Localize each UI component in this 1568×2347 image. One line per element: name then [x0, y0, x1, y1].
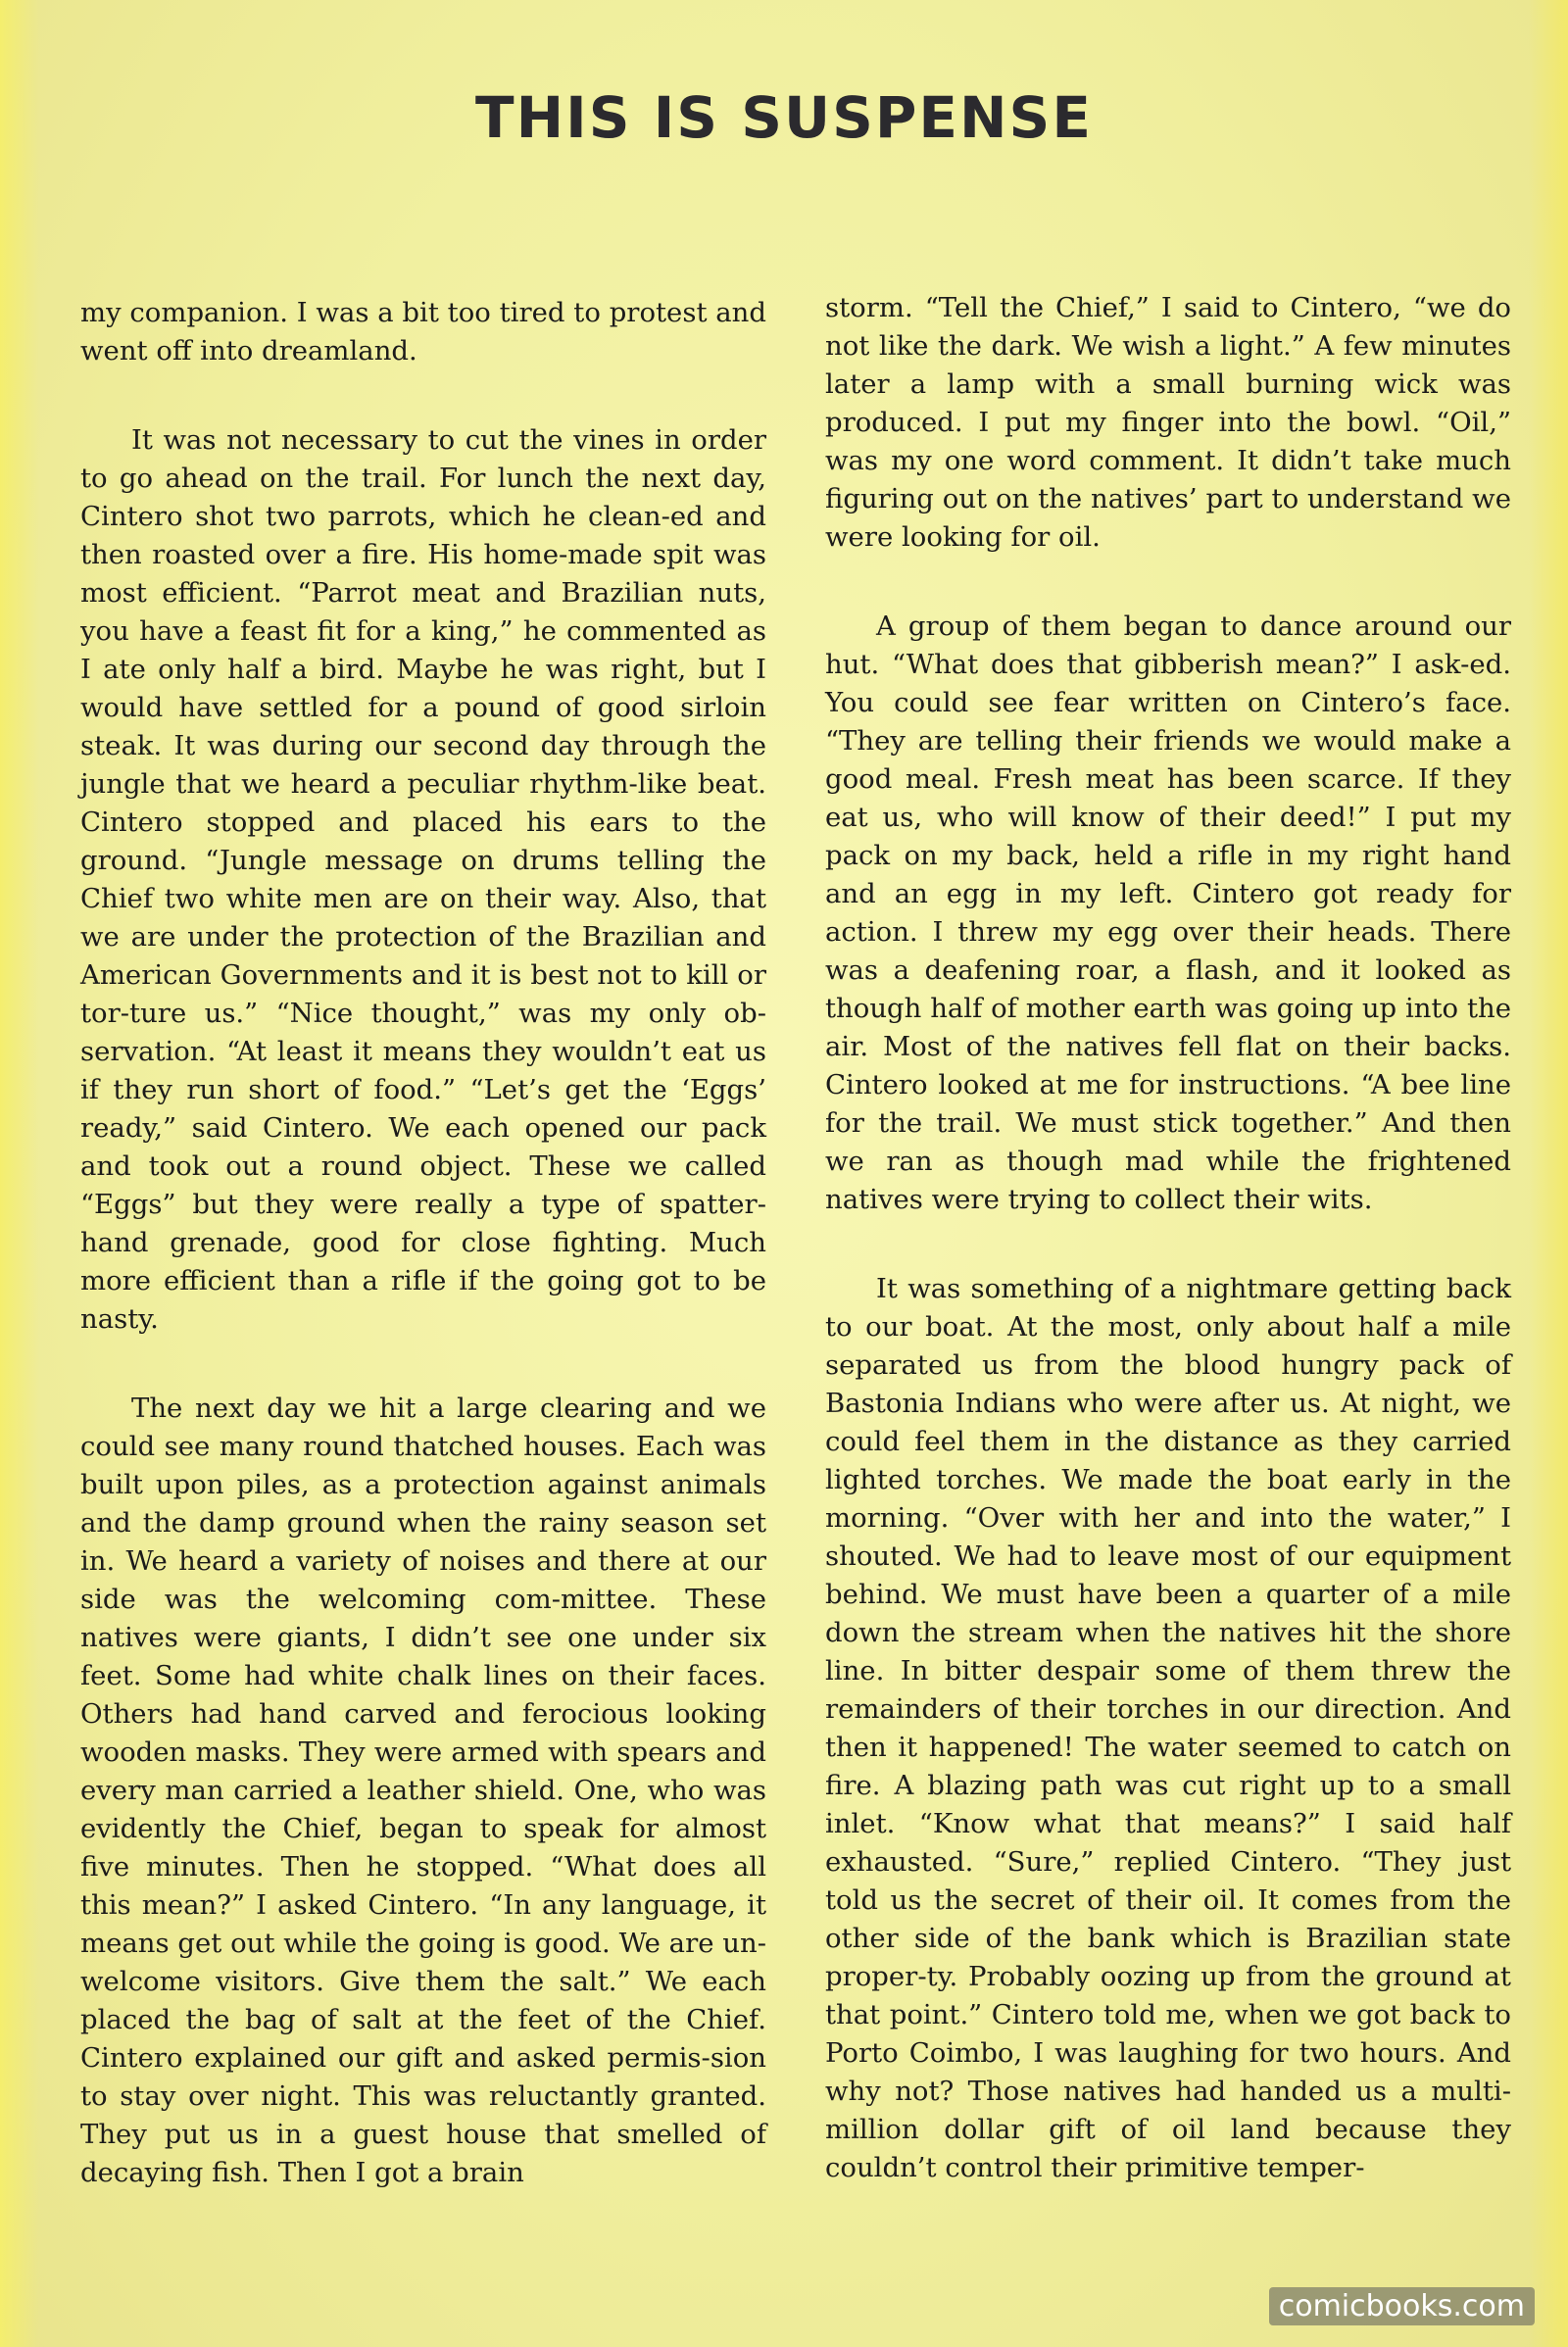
paper-edge-right: [1529, 0, 1568, 2347]
paragraph: It was something of a nightmare getting back to our boat. At the most, only about half a mile separated us from the blood hungry pack of Bastonia Indians who were after us. At night, we could feel them in the distance as they carried lighted torches. We made the boat early in the morning. “Over with her and into the water,” I shouted. We had to leave most of our equipment behind. We must have been a quarter of a mile down the stream when the natives hit the shore line. In bitter despair some of them threw the remainders of their torches in our direction. And then it happened! The water seemed to catch on fire. A blazing path was cut right up to a small inlet. “Know what that means?” I said half exhausted. “Sure,” replied Cintero. “They just told us the secret of their oil. It comes from the other side of the bank which is Brazilian state proper-ty. Probably oozing up from the ground at that point.” Cintero told me, when we got back to Porto Coimbo, I was laughing for two hours. And why not? Those natives had handed us a multi-million dollar gift of oil land because they couldn’t control their primitive temper-: [825, 1273, 1511, 2183]
text-column-right: [825, 289, 1511, 2187]
site-watermark: comicbooks.com: [1269, 2287, 1535, 2325]
paragraph: my companion. I was a bit too tired to protest and went off into dreamland.: [80, 297, 766, 367]
paragraph: storm. “Tell the Chief,” I said to Cintero, “we do not like the dark. We wish a light.” A few minutes later a lamp with a small burning wick was produced. I put my finger into the bowl. “Oil,” was my one word comment. It didn’t take much figuring out on the natives’ part to understand we were looking for oil.: [825, 292, 1511, 553]
paragraph: It was not necessary to cut the vines in order to go ahead on the trail. For lunch the next day, Cintero shot two parrots, which he clean-ed and then roasted over a fire. His home-made spit was most efficient. “Parrot meat and Brazilian nuts, you have a feast fit for a king,” he commented as I ate only half a bird. Maybe he was right, but I would have settled for a pound of good sirloin steak. It was during our second day through the jungle that we heard a peculiar rhythm-like beat. Cintero stopped and placed his ears to the ground. “Jungle message on drums telling the Chief two white men are on their way. Also, that we are under the protection of the Brazilian and American Governments and it is best not to kill or tor-ture us.” “Nice thought,” was my only ob-servation. “At least it means they wouldn’t eat us if they run short of food.” “Let’s get the ‘Eggs’ ready,” said Cintero. We each opened our pack and took out a round object. These we called “Eggs” but they were really a type of spatter-hand grenade, good for close fighting. Much more efficient than a rifle if the going got to be nasty.: [80, 424, 766, 1335]
text-column-left: [80, 294, 766, 2192]
paragraph: A group of them began to dance around our hut. “What does that gibberish mean?” I ask-ed. You could see fear written on Cintero’s face. “They are telling their friends we would make a good meal. Fresh meat has been scarce. If they eat us, who will know of their deed!” I put my pack on my back, held a rifle in my right hand and an egg in my left. Cintero got ready for action. I threw my egg over their heads. There was a deafening roar, a flash, and it looked as though half of mother earth was going up into the air. Most of the natives fell flat on their backs. Cintero looked at me for instructions. “A bee line for the trail. We must stick together.” And then we ran as though mad while the frightened natives were trying to collect their wits.: [825, 611, 1511, 1215]
paper-edge-left: [0, 0, 39, 2347]
paragraph: The next day we hit a large clearing and we could see many round thatched houses. Each was built upon piles, as a protection against animals and the damp ground when the rainy season set in. We heard a variety of noises and there at our side was the welcoming com-mittee. These natives were giants, I didn’t see one under six feet. Some had white chalk lines on their faces. Others had hand carved and ferocious looking wooden masks. They were armed with spears and every man carried a leather shield. One, who was evidently the Chief, began to speak for almost five minutes. Then he stopped. “What does all this mean?” I asked Cintero. “In any language, it means get out while the going is good. We are un-welcome visitors. Give them the salt.” We each placed the bag of salt at the feet of the Chief. Cintero explained our gift and asked permis-sion to stay over night. This was reluctantly granted. They put us in a guest house that smelled of decaying fish. Then I got a brain: [80, 1393, 766, 2188]
page-title: THIS IS SUSPENSE: [475, 84, 1093, 151]
